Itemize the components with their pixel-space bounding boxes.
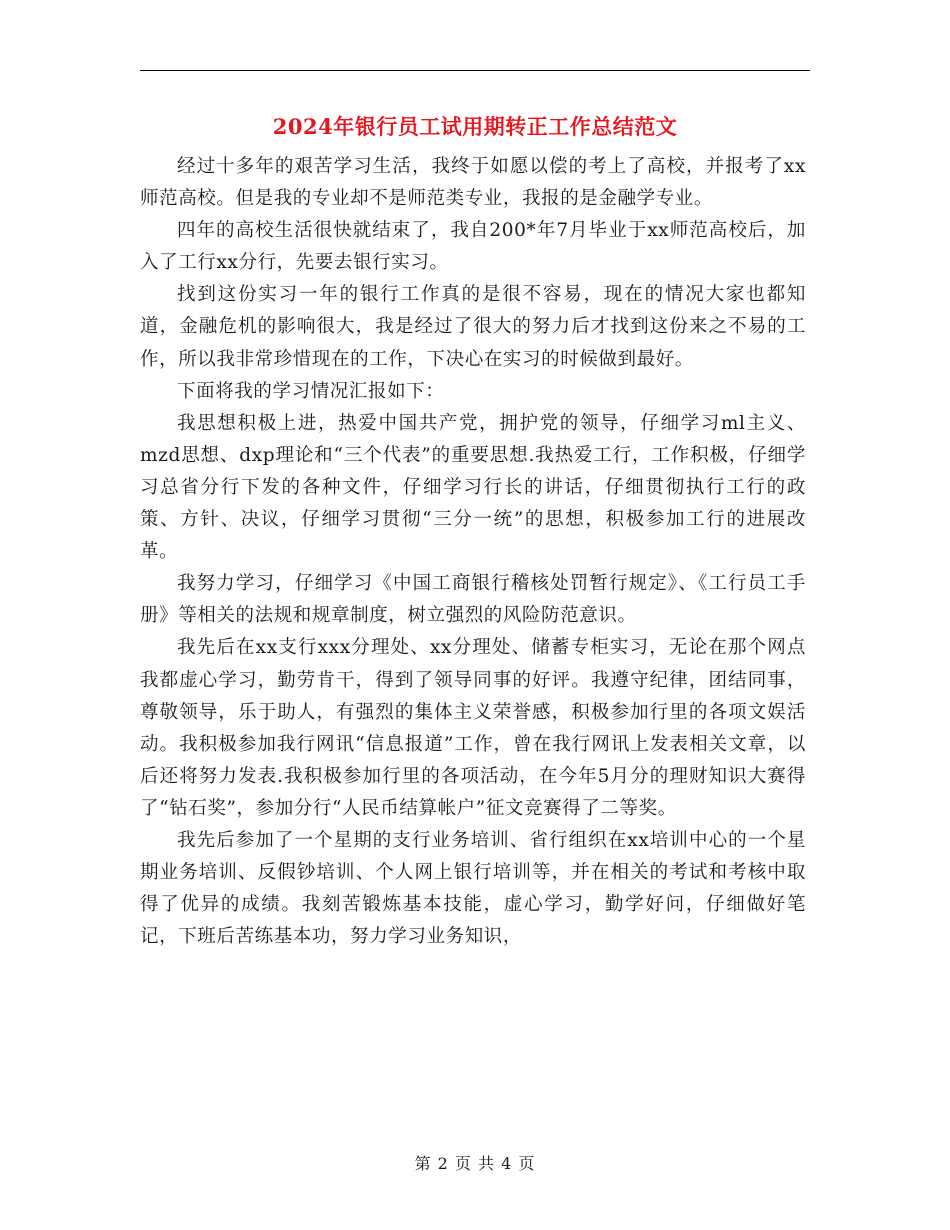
page-number: 第 2 页 共 4 页 [414, 1154, 536, 1173]
paragraph-7: 我先后在xx支行xxx分理处、xx分理处、储蓄专柜实习，无论在那个网点我都虚心学习，勤劳肯干，得到了领导同事的好评。我遵守纪律，团结同事，尊敬领导，乐于助人，有强烈的集体主义荣誉感，积极参加行里的各项文娱活动。我积极参加我行网讯“信息报道”工作，曾在我行网讯上发表相关文章，以后还将努力发表.我积极参加行里的各项活动，在今年5月分的理财知识大赛得了“钻石奖”，参加分行“人民币结算帐户”征文竞赛得了二等奖。 [140, 637, 806, 819]
paragraph-3: 找到这份实习一年的银行工作真的是很不容易，现在的情况大家也都知道，金融危机的影响很大，我是经过了很大的努力后才找到这份来之不易的工作，所以我非常珍惜现在的工作，下决心在实习的时候做到最好。 [140, 284, 806, 370]
paragraph-8: 我先后参加了一个星期的支行业务培训、省行组织在xx培训中心的一个星期业务培训、反假钞培训、个人网上银行培训等，并在相关的考试和考核中取得了优异的成绩。我刻苦锻炼基本技能，虚心学习，勤学好问，仔细做好笔记，下班后苦练基本功，努力学习业务知识， [140, 829, 806, 948]
document-body [140, 151, 806, 953]
paragraph-6: 我努力学习，仔细学习《中国工商银行稽核处罚暂行规定》、《工行员工手册》等相关的法规和规章制度，树立强烈的风险防范意识。 [140, 573, 806, 627]
paragraph-4: 下面将我的学习情况汇报如下： [177, 380, 445, 402]
paragraph-2: 四年的高校生活很快就结束了，我自200*年7月毕业于xx师范高校后，加入了工行xx分行，先要去银行实习。 [140, 220, 806, 274]
paragraph-1: 经过十多年的艰苦学习生活，我终于如愿以偿的考上了高校，并报考了xx师范高校。但是我的专业却不是师范类专业，我报的是金融学专业。 [140, 156, 806, 210]
paragraph-5: 我思想积极上进，热爱中国共产党，拥护党的领导，仔细学习ml主义、mzd思想、dxp理论和“三个代表”的重要思想.我热爱工行，工作积极，仔细学习总省分行下发的各种文件，仔细学习行长的讲话，仔细贯彻执行工行的政策、方针、决议，仔细学习贯彻“三分一统”的思想，积极参加工行的进展改革。 [140, 412, 806, 563]
header-rule [140, 70, 810, 71]
document-title: 2024年银行员工试用期转正工作总结范文 [272, 114, 678, 139]
